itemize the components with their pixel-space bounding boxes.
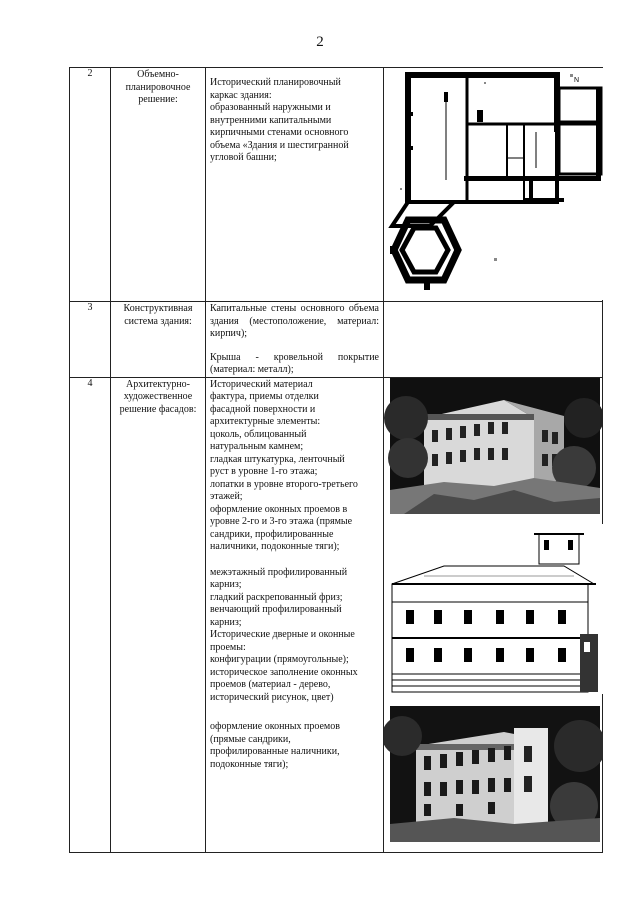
floor-plan-drawing bbox=[384, 68, 603, 300]
row-title: Архитектурно- художественное решение фасадов: bbox=[119, 378, 197, 415]
table-row bbox=[70, 302, 603, 378]
page-number: 2 bbox=[316, 34, 324, 50]
row-description: Исторический планировочный каркас здания: образованный наружными и внутренними капитальными кирпичными стенами основного объема «Здания и шестигранной угловой башни; bbox=[210, 77, 349, 163]
row-number: 3 bbox=[87, 302, 93, 313]
row-description-cornices: межэтажный профилированный карниз; гладкий раскрепованный фриз; венчающий профилированный карниз; Исторические дверные и оконные проемы: конфигурации (прямоугольные); историческое заполнение оконных проемов (материал - дерево, исторический рисунок, цвет) bbox=[210, 566, 358, 703]
facade-elevation-drawing bbox=[384, 524, 603, 694]
table-row bbox=[70, 377, 603, 852]
row-number: 2 bbox=[87, 68, 93, 79]
row-description-roof: Крыша - кровельной покрытие (материал: металл); bbox=[210, 351, 379, 375]
row-title: Объемно- планировочное решение: bbox=[125, 69, 191, 105]
facade-photo-1 bbox=[384, 378, 603, 516]
svg-text:N: N bbox=[574, 77, 580, 84]
register-table bbox=[69, 67, 603, 853]
row-description-windows: оформление оконных проемов (прямые сандрики, профилированные наличники, подоконные тяги); bbox=[210, 721, 340, 770]
row-description-walls: Капитальные стены основного объема здания (местоположение, материал: кирпич); bbox=[210, 303, 379, 339]
row-number: 4 bbox=[87, 377, 93, 389]
row-description-materials: Исторический материал фактура, приемы отделки фасадной поверхности и архитектурные элементы: цоколь, облицованный натуральным камнем; гладкая штукатурка, ленточный руст в уровне 1-го этажа; лопатки в уровне второго-третьего этажей; оформление оконных проемов в уровне 2-го и 3-го этажа (прямые сандрики, профилированные наличники, подоконные тяги); bbox=[210, 378, 358, 552]
row-title: Конструктивная система здания: bbox=[123, 303, 193, 327]
table-row bbox=[70, 68, 603, 302]
facade-photo-2 bbox=[384, 706, 603, 844]
